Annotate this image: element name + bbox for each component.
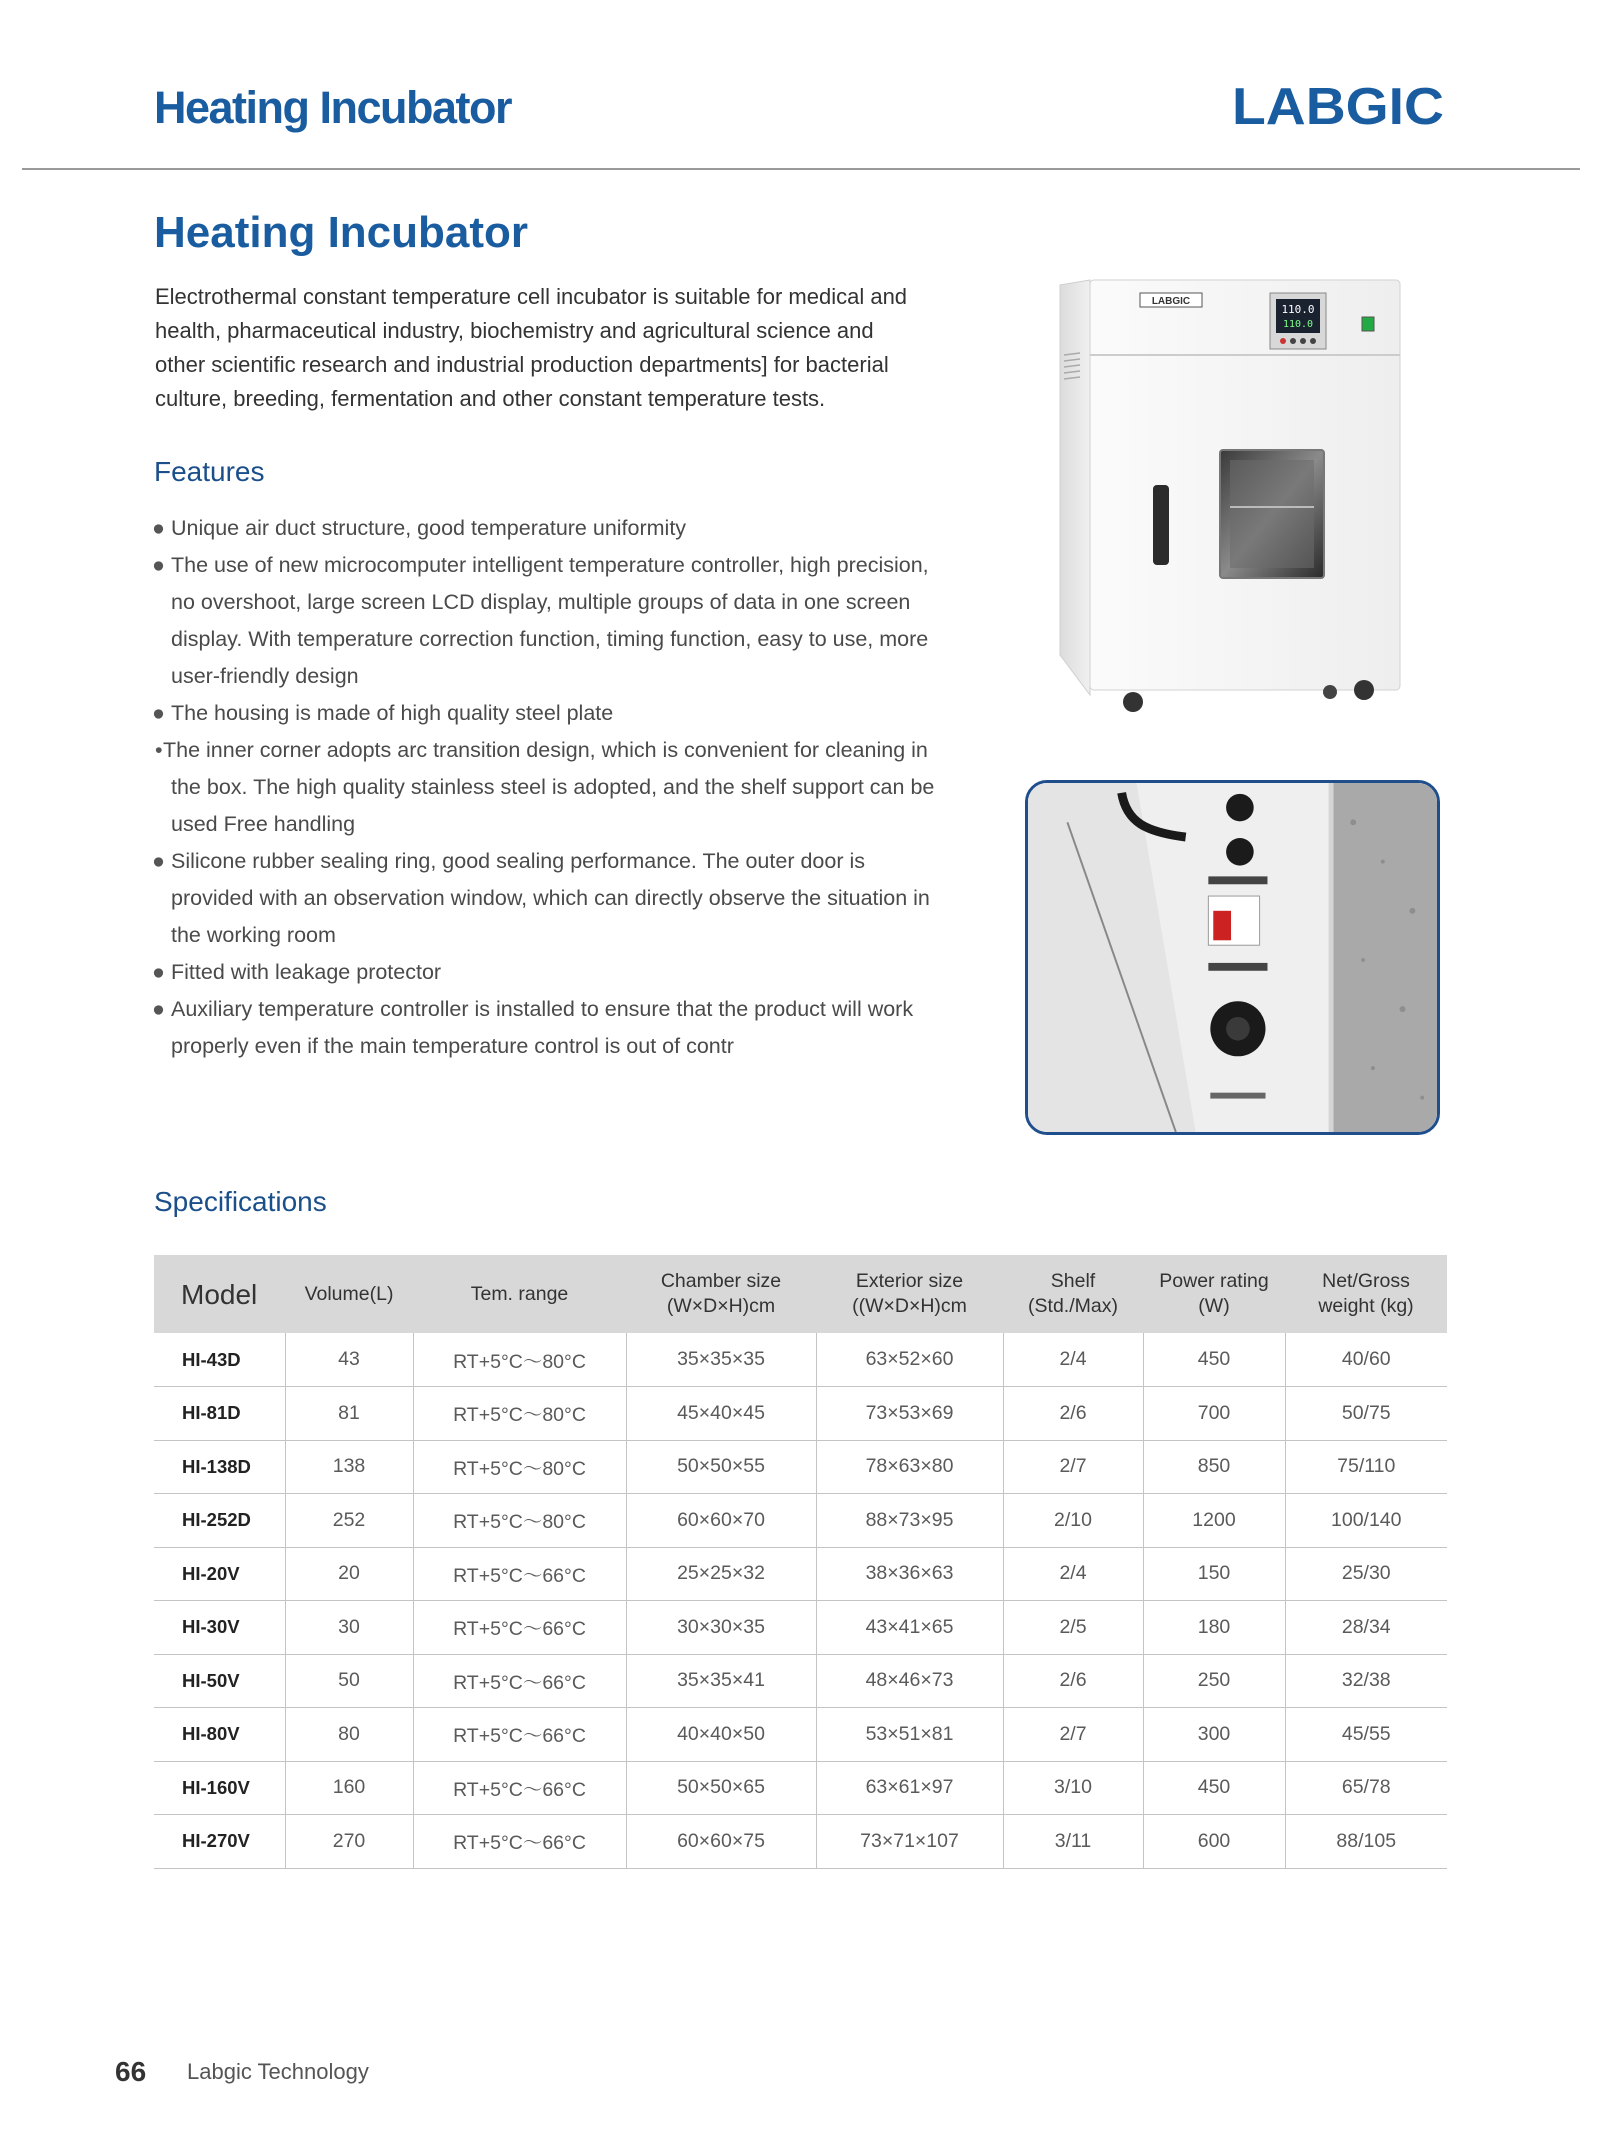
table-cell: RT+5°C～66°C bbox=[413, 1601, 626, 1655]
bullet-icon: • bbox=[155, 738, 163, 762]
features-heading: Features bbox=[154, 456, 265, 487]
table-cell: 65/78 bbox=[1285, 1761, 1447, 1815]
table-cell: 43×41×65 bbox=[816, 1601, 1003, 1655]
table-cell: RT+5°C～80°C bbox=[413, 1333, 626, 1387]
bullet-icon: ● bbox=[152, 516, 165, 540]
model-cell: HI-43D bbox=[182, 1348, 241, 1370]
page-number: 66 bbox=[115, 2056, 147, 2087]
table-row bbox=[154, 1387, 1447, 1441]
table-cell: 25×25×32 bbox=[626, 1547, 816, 1601]
model-cell: HI-20V bbox=[182, 1562, 240, 1584]
table-cell: 48×46×73 bbox=[816, 1654, 1003, 1708]
model-cell: HI-30V bbox=[182, 1616, 240, 1638]
table-cell: 180 bbox=[1143, 1601, 1285, 1655]
table-cell: 20 bbox=[285, 1547, 413, 1601]
table-cell: 450 bbox=[1143, 1333, 1285, 1387]
table-cell: 2/6 bbox=[1003, 1387, 1143, 1441]
table-cell: RT+5°C～66°C bbox=[413, 1654, 626, 1708]
table-cell: 30 bbox=[285, 1601, 413, 1655]
table-cell: 160 bbox=[285, 1761, 413, 1815]
column-header-power-rating: Power rating (W) bbox=[1159, 1270, 1269, 1317]
control-panel-detail-photo bbox=[1025, 780, 1440, 1135]
table-cell: 81 bbox=[285, 1387, 413, 1441]
intro-line: other scientific research and industrial production departments] for bacterial bbox=[155, 352, 889, 377]
logo-text: LABGIC bbox=[1232, 80, 1444, 132]
table-cell: 53×51×81 bbox=[816, 1708, 1003, 1762]
footer-company: Labgic Technology bbox=[187, 2059, 369, 2084]
model-cell: HI-50V bbox=[182, 1669, 240, 1691]
model-cell: HI-80V bbox=[182, 1723, 240, 1745]
table-row bbox=[154, 1761, 1447, 1815]
table-cell: 63×52×60 bbox=[816, 1333, 1003, 1387]
table-cell: 300 bbox=[1143, 1708, 1285, 1762]
table-cell: 78×63×80 bbox=[816, 1440, 1003, 1494]
table-cell: 450 bbox=[1143, 1761, 1285, 1815]
table-cell: 600 bbox=[1143, 1815, 1285, 1869]
table-cell: 100/140 bbox=[1285, 1494, 1447, 1548]
model-cell: HI-81D bbox=[182, 1402, 241, 1424]
column-header-exterior-size: Exterior size ((W×D×H)cm bbox=[852, 1270, 967, 1317]
specifications-table bbox=[154, 1255, 1447, 1869]
column-header-volume: Volume(L) bbox=[304, 1282, 394, 1305]
table-cell: 63×61×97 bbox=[816, 1761, 1003, 1815]
feature-item: ● The housing is made of high quality steel plate bbox=[152, 695, 952, 732]
table-cell: RT+5°C～66°C bbox=[413, 1708, 626, 1762]
intro-paragraph bbox=[155, 280, 935, 416]
bullet-icon: ● bbox=[152, 960, 165, 984]
display-bottom: 110.0 bbox=[1282, 319, 1314, 330]
table-cell: RT+5°C～66°C bbox=[413, 1815, 626, 1869]
table-cell: 60×60×75 bbox=[626, 1815, 816, 1869]
table-cell: 60×60×70 bbox=[626, 1494, 816, 1548]
table-cell: 38×36×63 bbox=[816, 1547, 1003, 1601]
table-cell: 40/60 bbox=[1285, 1333, 1447, 1387]
bullet-icon: ● bbox=[152, 553, 165, 577]
column-header-chamber-size: Chamber size (W×D×H)cm bbox=[660, 1270, 782, 1317]
intro-line: Electrothermal constant temperature cell incubator is suitable for medical and bbox=[155, 284, 908, 309]
section-title: Heating Incubator bbox=[154, 208, 529, 257]
feature-item: ● The use of new microcomputer intelligent temperature controller, high precision, no overshoot, large screen LCD display, multiple groups of data in one screen display. With temperature correction function, timing function, easy to use, more user-friendly design bbox=[152, 547, 952, 695]
table-cell: RT+5°C～80°C bbox=[413, 1387, 626, 1441]
table-cell: 252 bbox=[285, 1494, 413, 1548]
bullet-icon: ● bbox=[152, 849, 165, 873]
model-cell: HI-160V bbox=[182, 1776, 250, 1798]
features-list bbox=[152, 510, 952, 1065]
table-row bbox=[154, 1815, 1447, 1869]
table-row bbox=[154, 1333, 1447, 1387]
table-cell: 73×71×107 bbox=[816, 1815, 1003, 1869]
table-cell: 30×30×35 bbox=[626, 1601, 816, 1655]
table-cell: 700 bbox=[1143, 1387, 1285, 1441]
feature-item: ● Unique air duct structure, good temperature uniformity bbox=[152, 510, 952, 547]
header-divider bbox=[22, 168, 1580, 170]
table-cell: 2/7 bbox=[1003, 1440, 1143, 1494]
table-cell: 50×50×55 bbox=[626, 1440, 816, 1494]
table-cell: 80 bbox=[285, 1708, 413, 1762]
page-header-title: Heating Incubator bbox=[154, 82, 512, 133]
table-cell: 35×35×41 bbox=[626, 1654, 816, 1708]
table-cell: 73×53×69 bbox=[816, 1387, 1003, 1441]
bullet-icon: ● bbox=[152, 997, 165, 1021]
table-cell: 2/4 bbox=[1003, 1547, 1143, 1601]
table-row bbox=[154, 1708, 1447, 1762]
feature-item: ● Fitted with leakage protector bbox=[152, 954, 952, 991]
table-cell: 2/7 bbox=[1003, 1708, 1143, 1762]
table-cell: 75/110 bbox=[1285, 1440, 1447, 1494]
table-header-row bbox=[154, 1255, 1447, 1333]
column-header-weight: Net/Gross weight (kg) bbox=[1318, 1270, 1414, 1317]
table-cell: 32/38 bbox=[1285, 1654, 1447, 1708]
table-cell: RT+5°C～80°C bbox=[413, 1440, 626, 1494]
table-cell: RT+5°C～66°C bbox=[413, 1547, 626, 1601]
table-cell: 2/10 bbox=[1003, 1494, 1143, 1548]
model-cell: HI-252D bbox=[182, 1509, 251, 1531]
table-cell: 1200 bbox=[1143, 1494, 1285, 1548]
bullet-icon: ● bbox=[152, 701, 165, 725]
table-cell: 88/105 bbox=[1285, 1815, 1447, 1869]
table-cell: 43 bbox=[285, 1333, 413, 1387]
table-cell: 3/10 bbox=[1003, 1761, 1143, 1815]
table-row bbox=[154, 1547, 1447, 1601]
column-header-model: Model bbox=[181, 1278, 258, 1310]
table-cell: 45/55 bbox=[1285, 1708, 1447, 1762]
table-cell: 45×40×45 bbox=[626, 1387, 816, 1441]
table-cell: 28/34 bbox=[1285, 1601, 1447, 1655]
incubator-product-photo bbox=[1040, 275, 1420, 715]
table-cell: 2/5 bbox=[1003, 1601, 1143, 1655]
table-cell: 2/6 bbox=[1003, 1654, 1143, 1708]
table-row bbox=[154, 1654, 1447, 1708]
table-cell: 250 bbox=[1143, 1654, 1285, 1708]
table-cell: 50×50×65 bbox=[626, 1761, 816, 1815]
column-header-temp-range: Tem. range bbox=[470, 1282, 569, 1305]
table-cell: 50 bbox=[285, 1654, 413, 1708]
column-header-shelf: Shelf (Std./Max) bbox=[1028, 1270, 1118, 1317]
display-top: 110.0 bbox=[1281, 303, 1315, 316]
table-cell: RT+5°C～66°C bbox=[413, 1761, 626, 1815]
table-cell: 138 bbox=[285, 1440, 413, 1494]
table-row bbox=[154, 1601, 1447, 1655]
feature-item: ● Silicone rubber sealing ring, good sealing performance. The outer door is provided with an observation window, which can directly observe the situation in the working room bbox=[152, 843, 952, 954]
table-cell: 3/11 bbox=[1003, 1815, 1143, 1869]
photo-label: LABGIC bbox=[1151, 296, 1191, 307]
table-row bbox=[154, 1494, 1447, 1548]
table-cell: 35×35×35 bbox=[626, 1333, 816, 1387]
table-cell: 50/75 bbox=[1285, 1387, 1447, 1441]
table-cell: 2/4 bbox=[1003, 1333, 1143, 1387]
table-cell: 850 bbox=[1143, 1440, 1285, 1494]
table-cell: 270 bbox=[285, 1815, 413, 1869]
table-cell: 88×73×95 bbox=[816, 1494, 1003, 1548]
model-cell: HI-138D bbox=[182, 1455, 251, 1477]
specifications-heading: Specifications bbox=[154, 1186, 327, 1217]
table-cell: 40×40×50 bbox=[626, 1708, 816, 1762]
intro-line: health, pharmaceutical industry, biochemistry and agricultural science and bbox=[155, 318, 874, 343]
feature-item: ● Auxiliary temperature controller is installed to ensure that the product will work properly even if the main temperature control is out of contr bbox=[152, 991, 952, 1065]
table-row bbox=[154, 1440, 1447, 1494]
model-cell: HI-270V bbox=[182, 1830, 250, 1852]
table-cell: RT+5°C～80°C bbox=[413, 1494, 626, 1548]
table-cell: 150 bbox=[1143, 1547, 1285, 1601]
labgic-logo bbox=[1232, 80, 1447, 132]
feature-item: • The inner corner adopts arc transition design, which is convenient for cleaning in the box. The high quality stainless steel is adopted, and the shelf support can be used Free handling bbox=[152, 732, 952, 843]
table-cell: 25/30 bbox=[1285, 1547, 1447, 1601]
intro-line: culture, breeding, fermentation and other constant temperature tests. bbox=[155, 386, 826, 411]
